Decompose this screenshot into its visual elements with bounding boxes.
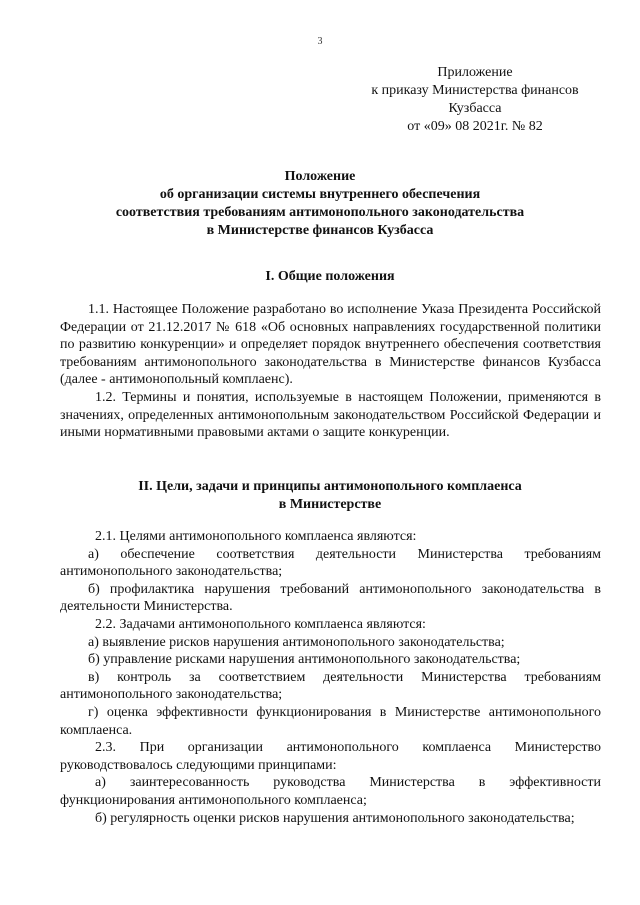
title-line: Положение [284, 169, 356, 184]
section-1-body [60, 301, 601, 442]
document-title [60, 168, 580, 240]
paragraph: 2.3. При организации антимонопольного комплаенса Министерство руководствовалось следующими принципами: [60, 740, 601, 773]
heading-line: в Министерстве [278, 497, 382, 512]
section-1-heading: I. Общие положения [265, 269, 395, 284]
section-2-body [60, 528, 601, 827]
paragraph: 2.2. Задачами антимонопольного комплаенса являются: [95, 616, 426, 632]
paragraph: б) регулярность оценки рисков нарушения антимонопольного законодательства; [95, 810, 575, 826]
appendix-line: Кузбасса [448, 101, 502, 116]
paragraph: а) обеспечение соответствия деятельности Министерства требованиям антимонопольного законодательства; [60, 546, 601, 580]
appendix-date-line: от «09» 08 2021г. № 82 [407, 119, 543, 134]
section-2-heading [60, 478, 600, 514]
appendix-block [330, 64, 620, 136]
paragraph: в) контроль за соответствием деятельности Министерства требованиям антимонопольного законодательства; [60, 669, 601, 703]
appendix-line: Приложение [437, 65, 513, 80]
paragraph: 1.2. Термины и понятия, используемые в настоящем Положении, применяются в значениях, определенных антимонопольным законодательством Российской Федерации и иными нормативными правовыми актами о защите конкуренции. [60, 389, 601, 441]
title-line: об организации системы внутреннего обеспечения [159, 187, 481, 202]
paragraph: а) заинтересованность руководства Министерства в эффективности функционирования антимонопольного комплаенса; [60, 775, 601, 808]
paragraph: 1.1. Настоящее Положение разработано во исполнение Указа Президента Российской Федерации от 21.12.2017 № 618 «Об основных направлениях государственной политики по развитию конкуренции» и определяет порядок внутреннего обеспечения соответствия требованиям антимонопольного законодательства в Министерстве финансов Кузбасса (далее - антимонопольный комплаенс). [60, 302, 601, 388]
appendix-line: к приказу Министерства финансов [371, 83, 579, 98]
paragraph: а) выявление рисков нарушения антимонопольного законодательства; [88, 634, 505, 650]
paragraph: б) управление рисками нарушения антимонопольного законодательства; [88, 652, 521, 668]
page-number: 3 [317, 36, 323, 47]
paragraph: г) оценка эффективности функционирования в Министерстве антимонопольного комплаенса. [60, 704, 601, 738]
heading-line: II. Цели, задачи и принципы антимонопольного комплаенса [138, 479, 522, 494]
title-line: в Министерстве финансов Кузбасса [206, 223, 434, 238]
title-line: соответствия требованиям антимонопольного законодательства [115, 205, 525, 220]
paragraph: б) профилактика нарушения требований антимонопольного законодательства в деятельности Министерства. [60, 581, 601, 615]
paragraph: 2.1. Целями антимонопольного комплаенса являются: [95, 529, 417, 544]
